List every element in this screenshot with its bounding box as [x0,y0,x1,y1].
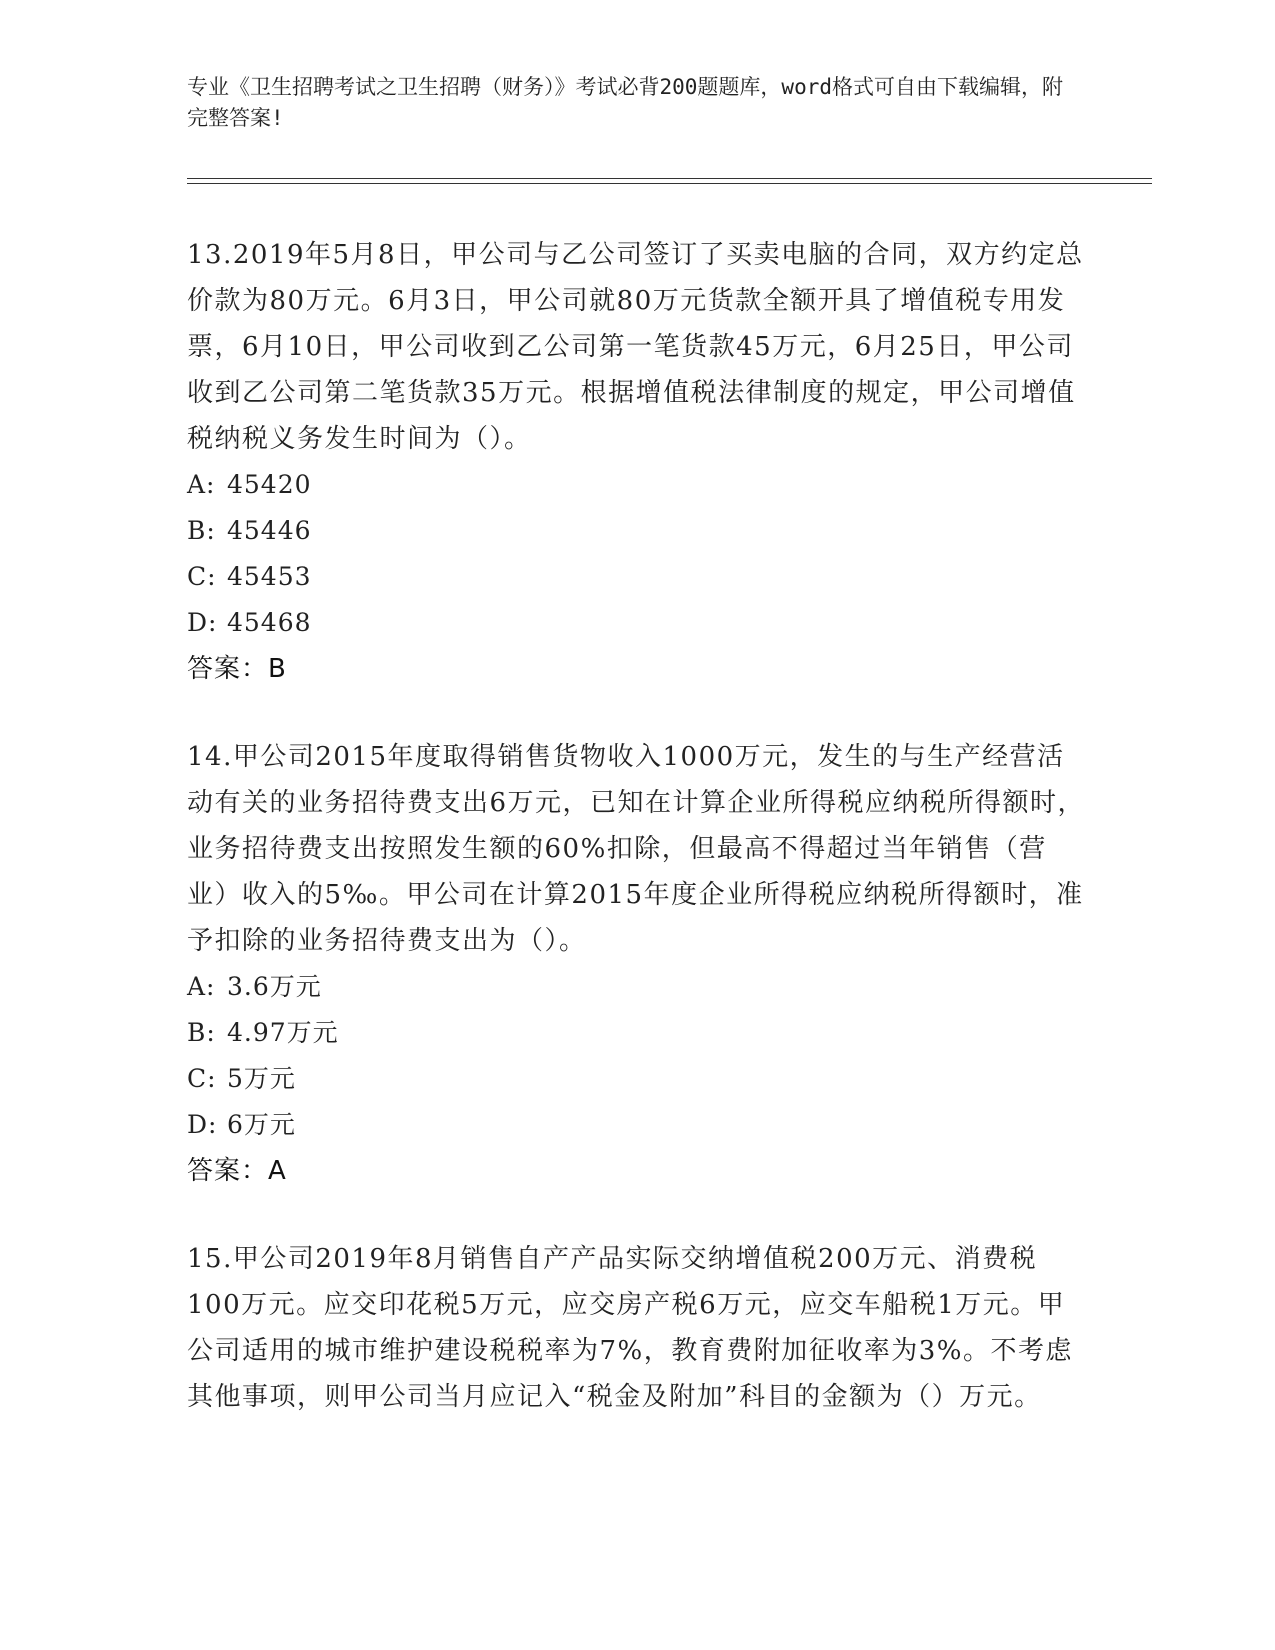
option-key: D: [187,608,218,637]
option-b [187,1010,1087,1056]
question-stem: 14.甲公司2015年度取得销售货物收入1000万元，发生的与生产经营活动有关的业务招待费支出6万元，已知在计算企业所得税应纳税所得额时，业务招待费支出按照发生额的60%扣除，但最高不得超过当年销售（营业）收入的5‰。甲公司在计算2015年度企业所得税应纳税所得额时，准予扣除的业务招待费支出为（）。 [187,742,1086,956]
option-key: B: [187,516,216,545]
question-stem: 13.2019年5月8日，甲公司与乙公司签订了买卖电脑的合同，双方约定总价款为80万元。6月3日，甲公司就80万元货款全额开具了增值税专用发票，6月10日，甲公司收到乙公司第一笔货款45万元，6月25日，甲公司收到乙公司第二笔货款35万元。根据增值税法律制度的规定，甲公司增值税纳税义务发生时间为（）。 [187,240,1084,454]
option-b [187,508,1087,554]
option-key: A: [187,972,216,1001]
question-13 [187,232,1087,692]
answer-line: 答案：B [187,654,287,684]
option-key: A: [187,470,216,499]
option-list [187,964,1087,1148]
option-text: 45453 [227,562,312,591]
option-text: 45468 [227,608,312,637]
option-d [187,600,1087,646]
option-text: 4.97万元 [227,1018,339,1047]
option-c [187,554,1087,600]
question-15 [187,1236,1087,1420]
option-c [187,1056,1087,1102]
option-text: 45446 [227,516,312,545]
option-key: B: [187,1018,216,1047]
option-key: C: [187,1064,217,1093]
option-text: 5万元 [227,1064,296,1093]
header-divider-bottom [187,183,1152,184]
option-list [187,462,1087,646]
option-text: 6万元 [227,1110,296,1139]
document-header: 专业《卫生招聘考试之卫生招聘（财务）》考试必背200题题库，word格式可自由下载编辑，附完整答案! [187,75,1063,130]
question-list [187,232,1087,1462]
option-key: D: [187,1110,218,1139]
option-key: C: [187,562,217,591]
option-d [187,1102,1087,1148]
answer-line: 答案：A [187,1156,287,1186]
option-a [187,462,1087,508]
question-stem: 15.甲公司2019年8月销售自产产品实际交纳增值税200万元、消费税100万元。应交印花税5万元，应交房产税6万元，应交车船税1万元。甲公司适用的城市维护建设税税率为7%，教育费附加征收率为3%。不考虑其他事项，则甲公司当月应记入“税金及附加”科目的金额为（）万元。 [187,1244,1073,1412]
option-a [187,964,1087,1010]
header-divider-top [187,178,1152,179]
question-14 [187,734,1087,1194]
option-text: 3.6万元 [227,972,322,1001]
option-text: 45420 [227,470,312,499]
